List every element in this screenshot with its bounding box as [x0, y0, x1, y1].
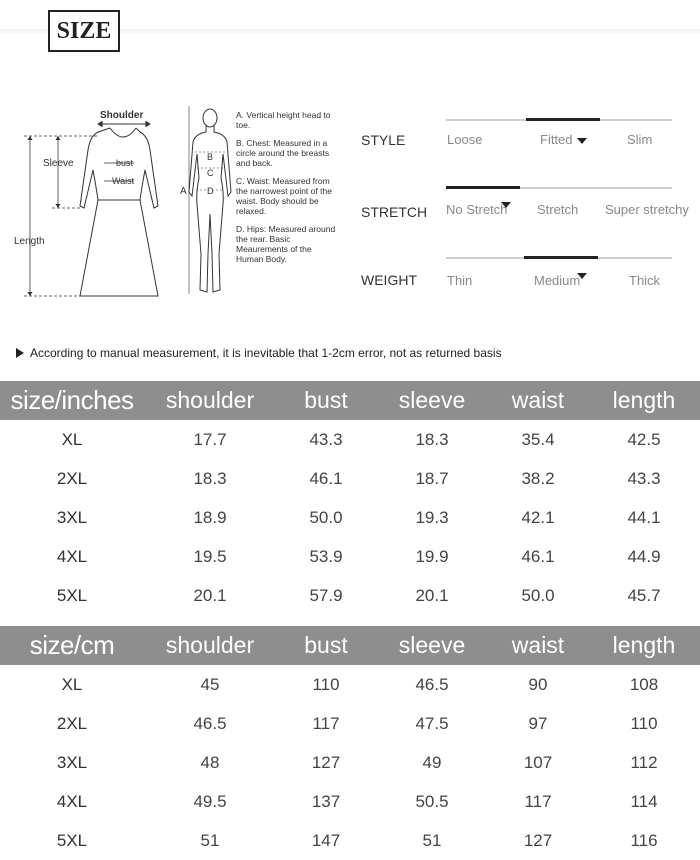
style-option-fitted [540, 132, 587, 147]
column-header: shoulder [144, 381, 276, 420]
selected-arrow-icon [577, 273, 587, 279]
column-header: bust [276, 381, 376, 420]
measurement-disclaimer [16, 346, 502, 360]
table-cell: 35.4 [521, 429, 555, 449]
table-cell: 17.7 [193, 429, 227, 449]
table-cell: 110 [312, 674, 340, 694]
weight-option-medium [534, 273, 587, 288]
disclaimer-text: According to manual measurement, it is inevitable that 1-2cm error, not as returned basis [30, 346, 502, 360]
table-cell: 127 [523, 830, 553, 850]
size-cell: 2XL [56, 713, 88, 733]
letter-c: C [207, 168, 214, 178]
table-cell: 45.7 [627, 585, 661, 605]
table-row [0, 782, 700, 821]
note-a: A. Vertical height head to toe. [236, 110, 331, 130]
table-row [0, 498, 700, 537]
table-cell: 49.5 [193, 791, 227, 811]
table-cell: 42.1 [521, 507, 555, 527]
table-row [0, 576, 700, 615]
style-selected-segment [526, 118, 600, 121]
stretch-option-super-stretchy: Super stretchy [605, 202, 689, 217]
table-row [0, 537, 700, 576]
column-header: bust [276, 626, 376, 665]
table-row [0, 743, 700, 782]
table-cell: 18.7 [415, 468, 449, 488]
table-cell: 116 [630, 830, 658, 850]
size-cell: 4XL [56, 546, 88, 566]
table-cell: 43.3 [627, 468, 661, 488]
table-header-row [0, 626, 700, 665]
size-cell: 4XL [56, 791, 88, 811]
weight-track [446, 257, 672, 259]
size-cell: 5XL [56, 830, 88, 850]
size-cell: 3XL [56, 507, 88, 527]
column-header: sleeve [376, 626, 488, 665]
table-row [0, 704, 700, 743]
stretch-selected-segment [446, 186, 520, 189]
table-cell: 50.0 [309, 507, 343, 527]
stretch-option-no-stretch-label: No Stretch [446, 202, 508, 217]
table-cell: 18.3 [193, 468, 227, 488]
table-cell: 117 [312, 713, 340, 733]
style-label: STYLE [361, 132, 406, 148]
table-cell: 18.9 [193, 507, 227, 527]
weight-selected-segment [524, 256, 598, 259]
style-track [446, 119, 672, 121]
shoulder-label: Shoulder [100, 110, 144, 121]
table-header-row [0, 381, 700, 420]
length-label: Length [14, 236, 45, 247]
size-cell: 3XL [56, 752, 88, 772]
table-cell: 48 [200, 752, 220, 772]
stretch-option-stretch: Stretch [537, 202, 579, 217]
note-d: D. Hips: Measured around the rear. Basic Meaurements of the Human Body. [236, 224, 336, 264]
table-row [0, 665, 700, 704]
note-b: B. Chest: Measured in a circle around the breasts and back. [236, 138, 330, 168]
table-cell: 57.9 [309, 585, 343, 605]
table-cell: 46.5 [415, 674, 449, 694]
size-cell: 2XL [56, 468, 88, 488]
table-cell: 117 [524, 791, 552, 811]
table-cell: 108 [629, 674, 659, 694]
table-cell: 110 [630, 713, 658, 733]
table-cell: 47.5 [415, 713, 449, 733]
table-cell: 53.9 [309, 546, 343, 566]
weight-option-thin: Thin [447, 273, 473, 288]
table-cell: 114 [630, 791, 658, 811]
letter-b: B [207, 152, 214, 162]
bust-label: bust [116, 158, 134, 168]
table-cell: 19.9 [415, 546, 449, 566]
page-title: SIZE [48, 10, 120, 52]
table-cell: 42.5 [627, 429, 661, 449]
size-cell: 5XL [56, 585, 88, 605]
selected-arrow-icon [577, 138, 587, 144]
table-cell: 50.5 [415, 791, 449, 811]
style-option-slim: Slim [627, 132, 653, 147]
size-table-inches [0, 381, 700, 615]
table-cell: 43.3 [309, 429, 343, 449]
table-row [0, 420, 700, 459]
stretch-option-no-stretch [446, 202, 511, 217]
table-cell: 19.5 [193, 546, 227, 566]
weight-option-thick: Thick [629, 273, 661, 288]
table-cell: 19.3 [415, 507, 449, 527]
table-cell: 46.5 [193, 713, 227, 733]
table-cell: 46.1 [521, 546, 555, 566]
sleeve-label: Sleeve [43, 158, 74, 169]
note-c: C. Waist: Measured from the narrowest point of the waist. Body should be relaxed. [236, 176, 332, 216]
table-cell: 90 [528, 674, 548, 694]
selected-arrow-icon [501, 202, 511, 208]
stretch-scale [0, 186, 700, 226]
table-cell: 137 [311, 791, 341, 811]
bullet-arrow-icon [16, 348, 24, 358]
size-cell: XL [61, 674, 83, 694]
table-cell: 20.1 [415, 585, 449, 605]
table-cell: 44.1 [627, 507, 661, 527]
style-scale [0, 118, 700, 158]
table-cell: 20.1 [193, 585, 227, 605]
table-cell: 112 [630, 752, 658, 772]
table-cell: 107 [523, 752, 553, 772]
letter-d: D [207, 186, 214, 196]
table-cell: 38.2 [521, 468, 555, 488]
column-header: sleeve [376, 381, 488, 420]
weight-label: WEIGHT [361, 272, 417, 288]
weight-scale [0, 256, 700, 296]
table-cell: 18.3 [415, 429, 449, 449]
column-header: size/cm [0, 626, 144, 665]
table-row [0, 459, 700, 498]
column-header: waist [488, 381, 588, 420]
table-cell: 44.9 [627, 546, 661, 566]
table-cell: 49 [422, 752, 442, 772]
column-header: length [588, 381, 700, 420]
table-row [0, 821, 700, 860]
waist-label: Waist [112, 176, 135, 186]
letter-a: A [180, 186, 187, 197]
column-header: size/inches [0, 381, 144, 420]
table-cell: 51 [200, 830, 220, 850]
style-option-fitted-label: Fitted [540, 132, 573, 147]
table-cell: 147 [311, 830, 341, 850]
stretch-track [446, 187, 672, 189]
table-cell: 46.1 [309, 468, 343, 488]
table-cell: 51 [422, 830, 442, 850]
table-cell: 45 [200, 674, 220, 694]
style-option-loose: Loose [447, 132, 483, 147]
column-header: shoulder [144, 626, 276, 665]
table-cell: 97 [528, 713, 548, 733]
weight-option-medium-label: Medium [534, 273, 581, 288]
column-header: waist [488, 626, 588, 665]
table-cell: 50.0 [521, 585, 555, 605]
stretch-label: STRETCH [361, 204, 428, 220]
column-header: length [588, 626, 700, 665]
size-table-cm [0, 626, 700, 860]
size-cell: XL [61, 429, 83, 449]
table-cell: 127 [311, 752, 341, 772]
